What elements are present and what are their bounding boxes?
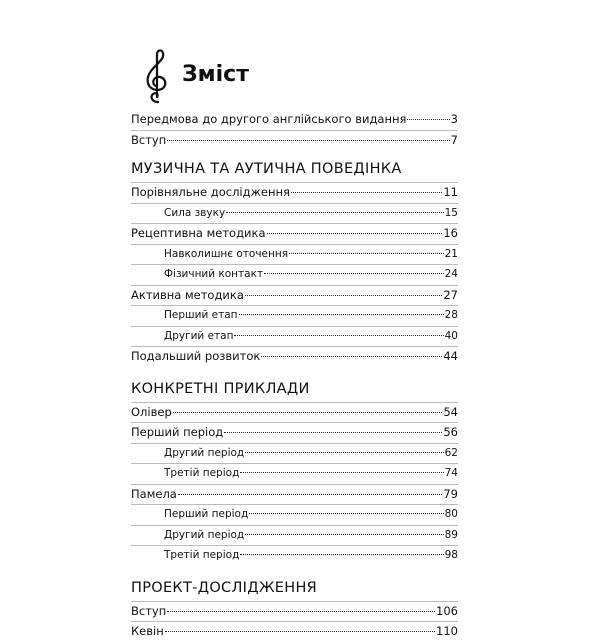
toc-entry-label: Олівер bbox=[131, 404, 172, 419]
toc-entry-label: Активна методика bbox=[131, 287, 244, 302]
toc-page-number: 40 bbox=[444, 329, 458, 342]
treble-clef-icon bbox=[140, 48, 174, 104]
toc-page-number: 7 bbox=[450, 132, 458, 147]
toc-entry[interactable] bbox=[131, 621, 458, 642]
toc-entry[interactable] bbox=[131, 182, 458, 203]
dot-leader bbox=[167, 140, 449, 141]
toc-page-number: 89 bbox=[444, 528, 458, 541]
toc-entry[interactable] bbox=[131, 130, 458, 151]
section-heading: КОНКРЕТНІ ПРИКЛАДИ bbox=[131, 380, 310, 397]
toc-page-number: 44 bbox=[443, 349, 458, 363]
toc-entry-label: Вступ bbox=[131, 603, 167, 618]
dot-leader bbox=[249, 513, 443, 514]
toc-entry-label: Рецептивна методика bbox=[131, 226, 266, 240]
toc-entry[interactable] bbox=[131, 463, 458, 484]
toc-entry[interactable] bbox=[131, 110, 458, 130]
toc-page-number: 27 bbox=[443, 287, 458, 302]
section-heading: МУЗИЧНА ТА АУТИЧНА ПОВЕДІНКА bbox=[131, 161, 402, 177]
toc-entry[interactable] bbox=[131, 504, 458, 525]
toc-entry-label: Перший період bbox=[164, 508, 249, 520]
toc-entry-label: Навколишнє оточення bbox=[164, 247, 289, 260]
toc-page-number: 106 bbox=[436, 603, 458, 618]
toc-page-number: 16 bbox=[443, 226, 458, 240]
toc-page-number: 98 bbox=[444, 549, 458, 561]
dot-leader bbox=[167, 611, 435, 612]
toc-entry-label: Кевін bbox=[131, 624, 164, 638]
toc-entry[interactable] bbox=[131, 484, 458, 505]
dot-leader bbox=[240, 472, 443, 473]
toc-entry-label: Подальший розвиток bbox=[131, 349, 261, 363]
page-title: Зміст bbox=[182, 62, 249, 87]
toc-page-number: 3 bbox=[450, 112, 458, 126]
toc-entry-label: Другий період bbox=[164, 528, 245, 541]
toc-entry-label: Перший період bbox=[131, 425, 224, 439]
toc-entry-label: Порівняльне дослідження bbox=[131, 185, 290, 199]
toc-entry[interactable] bbox=[131, 264, 458, 285]
section-heading: ПРОЕКТ-ДОСЛІДЖЕННЯ bbox=[131, 579, 318, 596]
toc-page-number: 15 bbox=[444, 206, 458, 219]
dot-leader bbox=[173, 412, 443, 413]
toc-page-number: 24 bbox=[444, 268, 458, 280]
toc-entry[interactable] bbox=[131, 601, 458, 622]
dot-leader bbox=[240, 554, 443, 555]
dot-leader bbox=[239, 314, 444, 315]
dot-leader bbox=[245, 534, 443, 535]
toc-entry[interactable] bbox=[131, 422, 458, 443]
toc-entry[interactable] bbox=[131, 244, 458, 265]
toc-entry[interactable] bbox=[131, 545, 458, 566]
toc-page-number: 80 bbox=[444, 508, 458, 520]
dot-leader bbox=[261, 356, 442, 357]
toc-page-number: 110 bbox=[436, 624, 458, 638]
dot-leader bbox=[245, 452, 443, 453]
toc-entry[interactable] bbox=[131, 305, 458, 326]
toc-page-number: 62 bbox=[444, 446, 458, 459]
toc-page-number: 28 bbox=[444, 309, 458, 321]
toc-page-number: 79 bbox=[443, 486, 458, 501]
toc-entry-label: Другий етап bbox=[164, 329, 234, 342]
toc-entry-label: Перший етап bbox=[164, 309, 238, 321]
dot-leader bbox=[234, 335, 443, 336]
toc-page-number: 21 bbox=[444, 247, 458, 260]
toc-entry-label: Передмова до другого англійського видання bbox=[131, 112, 407, 126]
dot-leader bbox=[178, 494, 443, 495]
toc-entry[interactable] bbox=[131, 346, 458, 367]
toc-entry[interactable] bbox=[131, 285, 458, 306]
toc-entry[interactable] bbox=[131, 443, 458, 464]
toc-page-number: 11 bbox=[443, 185, 458, 199]
toc-entry-label: Сила звуку bbox=[164, 206, 226, 219]
toc-entry-label: Третій період bbox=[164, 549, 240, 561]
dot-leader bbox=[289, 253, 444, 254]
toc-entry[interactable] bbox=[131, 525, 458, 546]
toc-page-number: 74 bbox=[444, 467, 458, 479]
toc-page-number: 54 bbox=[443, 404, 458, 419]
toc-entry-label: Другий період bbox=[164, 446, 245, 459]
toc-page-number: 56 bbox=[443, 425, 458, 439]
dot-leader bbox=[264, 273, 444, 274]
toc-entry-label: Памела bbox=[131, 486, 177, 501]
toc-entry-label: Фізичний контакт bbox=[164, 268, 264, 280]
toc-entry[interactable] bbox=[131, 326, 458, 347]
table-of-contents bbox=[131, 110, 458, 642]
dot-leader bbox=[165, 631, 435, 632]
toc-entry[interactable] bbox=[131, 203, 458, 224]
dot-leader bbox=[245, 295, 442, 296]
dot-leader bbox=[226, 212, 443, 213]
toc-entry[interactable] bbox=[131, 402, 458, 423]
toc-entry[interactable] bbox=[131, 223, 458, 244]
dot-leader bbox=[407, 119, 449, 120]
dot-leader bbox=[224, 432, 442, 433]
dot-leader bbox=[291, 192, 442, 193]
dot-leader bbox=[267, 233, 443, 234]
toc-entry-label: Вступ bbox=[131, 132, 167, 147]
toc-entry-label: Третій період bbox=[164, 467, 240, 479]
